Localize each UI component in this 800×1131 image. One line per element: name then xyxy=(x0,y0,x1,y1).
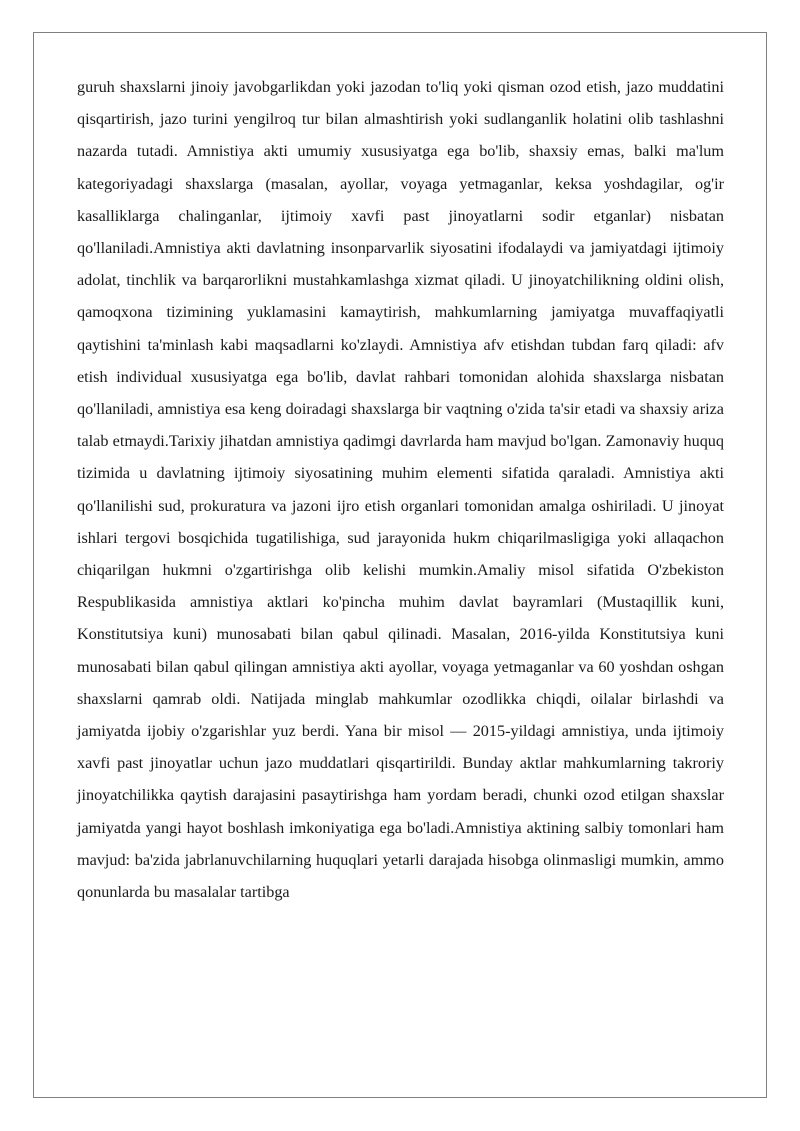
body-paragraph: guruh shaxslarni jinoiy javobgarlikdan yoki jazodan to'liq yoki qisman ozod etish, jazo muddatini qisqartirish, jazo turini yengilroq tur bilan almashtirish yoki sudlanganlik holatini olib tashlashni nazarda tutadi. Amnistiya akti umumiy xususiyatga ega bo'lib, shaxsiy emas, balki ma'lum kategoriyadagi shaxslarga (masalan, ayollar, voyaga yetmaganlar, keksa yoshdagilar, og'ir kasalliklarga chalinganlar, ijtimoiy xavfi past jinoyatlarni sodir etganlar) nisbatan qo'llaniladi.Amnistiya akti davlatning insonparvarlik siyosatini ifodalaydi va jamiyatdagi ijtimoiy adolat, tinchlik va barqarorlikni mustahkamlashga xizmat qiladi. U jinoyatchilikning oldini olish, qamoqxona tizimining yuklamasini kamaytirish, mahkumlarning jamiyatga muvaffaqiyatli qaytishini ta'minlash kabi maqsadlarni ko'zlaydi. Amnistiya afv etishdan tubdan farq qiladi: afv etish individual xususiyatga ega bo'lib, davlat rahbari tomonidan alohida shaxslarga nisbatan qo'llaniladi, amnistiya esa keng doiradagi shaxslarga bir vaqtning o'zida ta'sir etadi va shaxsiy ariza talab etmaydi.Tarixiy jihatdan amnistiya qadimgi davrlarda ham mavjud bo'lgan. Zamonaviy huquq tizimida u davlatning ijtimoiy siyosatining muhim elementi sifatida qaraladi. Amnistiya akti qo'llanilishi sud, prokuratura va jazoni ijro etish organlari tomonidan amalga oshiriladi. U jinoyat ishlari tergovi bosqichida tugatilishiga, sud jarayonida hukm chiqarilmasligiga yoki allaqachon chiqarilgan hukmni o'zgartirishga olib kelishi mumkin.Amaliy misol sifatida O'zbekiston Respublikasida amnistiya aktlari ko'pincha muhim davlat bayramlari (Mustaqillik kuni, Konstitutsiya kuni) munosabati bilan qabul qilinadi. Masalan, 2016-yilda Konstitutsiya kuni munosabati bilan qabul qilingan amnistiya akti ayollar, voyaga yetmaganlar va 60 yoshdan oshgan shaxslarni qamrab oldi. Natijada minglab mahkumlar ozodlikka chiqdi, oilalar birlashdi va jamiyatda ijobiy o'zgarishlar yuz berdi. Yana bir misol — 2015-yildagi amnistiya, unda ijtimoiy xavfi past jinoyatlar uchun jazo muddatlari qisqartirildi. Bunday aktlar mahkumlarning takroriy jinoyatchilikka qaytish darajasini pasaytirishga ham yordam beradi, chunki ozod etilgan shaxslar jamiyatda yangi hayot boshlash imkoniyatiga ega bo'ladi.Amnistiya aktining salbiy tomonlari ham mavjud: ba'zida jabrlanuvchilarning huquqlari yetarli darajada hisobga olinmasligi mumkin, ammo qonunlarda bu masalalar tartibga xyxy=(77,78,724,902)
